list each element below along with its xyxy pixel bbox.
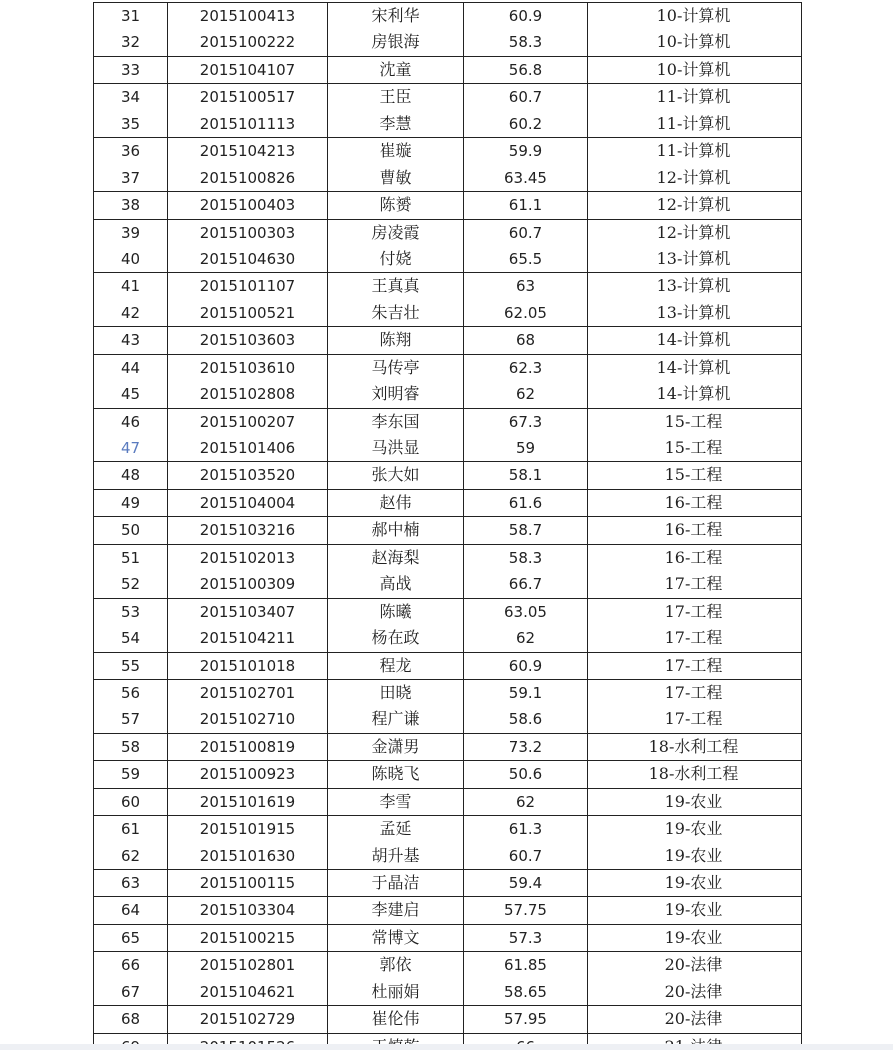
table-row (94, 191, 801, 218)
row-number-cell: 37 (94, 165, 168, 191)
table-row (94, 111, 801, 137)
group-label-cell: 17-工程 (664, 574, 723, 594)
table-row (94, 843, 801, 869)
table-row (94, 924, 801, 951)
student-name-cell: 赵海梨 (328, 545, 464, 571)
score-cell: 66.7 (464, 571, 588, 597)
table-row (94, 354, 801, 381)
student-name-cell: 付娆 (328, 246, 464, 272)
student-id-cell: 2015100521 (168, 300, 328, 326)
row-number-cell: 46 (94, 409, 168, 435)
table-row (94, 326, 801, 353)
table-row (94, 246, 801, 272)
student-id-cell: 2015102808 (168, 381, 328, 407)
table-row (94, 733, 801, 760)
student-id-cell: 2015100303 (168, 220, 328, 246)
group-label-cell: 12-计算机 (656, 222, 731, 242)
student-id-cell: 2015104211 (168, 625, 328, 651)
group-label-cell: 11-计算机 (656, 113, 731, 133)
score-cell: 59 (464, 435, 588, 461)
student-id-cell: 2015100923 (168, 761, 328, 787)
student-id-cell: 2015100222 (168, 29, 328, 55)
student-name-cell: 崔伦伟 (328, 1006, 464, 1032)
row-number-cell: 47 (94, 435, 168, 461)
student-name-cell: 宋利华 (328, 3, 464, 29)
score-cell: 60.9 (464, 653, 588, 679)
row-number-cell: 31 (94, 3, 168, 29)
row-number-cell: 53 (94, 599, 168, 625)
row-number-cell: 63 (94, 870, 168, 896)
student-name-cell: 马洪显 (328, 435, 464, 461)
row-number-cell: 41 (94, 273, 168, 299)
student-name-cell: 郝中楠 (328, 517, 464, 543)
score-cell: 58.7 (464, 517, 588, 543)
score-cell: 60.7 (464, 220, 588, 246)
student-name-cell: 曹敏 (328, 165, 464, 191)
student-id-cell: 2015101915 (168, 816, 328, 842)
student-id-cell: 2015102701 (168, 680, 328, 706)
group-label-cell: 16-工程 (664, 547, 723, 567)
group-label-cell: 19-农业 (664, 873, 723, 892)
group-label-cell: 14-计算机 (656, 384, 731, 404)
score-cell: 63.45 (464, 165, 588, 191)
group-label-cell: 20-法律 (664, 981, 723, 1001)
score-cell: 60.7 (464, 843, 588, 869)
row-number-cell: 42 (94, 300, 168, 326)
group-label-cell: 17-工程 (664, 628, 723, 648)
group-label-cell: 19-农业 (664, 927, 723, 947)
score-cell: 63 (464, 273, 588, 299)
table-row (94, 760, 801, 787)
row-number-cell: 39 (94, 220, 168, 246)
score-cell: 73.2 (464, 734, 588, 760)
table-row (94, 381, 801, 407)
row-number-cell: 51 (94, 545, 168, 571)
student-name-cell: 李慧 (328, 111, 464, 137)
score-cell: 60.9 (464, 3, 588, 29)
group-label-cell: 19-农业 (664, 845, 723, 865)
row-number-cell: 49 (94, 490, 168, 516)
table-row (94, 83, 801, 110)
row-number-cell: 50 (94, 517, 168, 543)
table-row (94, 652, 801, 679)
student-name-cell: 王臣 (328, 84, 464, 110)
score-cell: 57.75 (464, 897, 588, 923)
group-label-cell: 13-计算机 (656, 248, 731, 268)
table-row (94, 165, 801, 191)
group-label-cell: 12-计算机 (656, 195, 731, 215)
student-name-cell: 于晶洁 (328, 870, 464, 896)
group-label-cell: 18-水利工程 (648, 764, 739, 784)
row-number-cell: 56 (94, 680, 168, 706)
student-name-cell: 李东国 (328, 409, 464, 435)
row-number-cell: 38 (94, 192, 168, 218)
table-row (94, 2, 801, 29)
table-row (94, 489, 801, 516)
student-id-cell: 2015103603 (168, 327, 328, 353)
student-id-cell: 2015104621 (168, 979, 328, 1005)
row-number-cell: 62 (94, 843, 168, 869)
group-label-cell: 18-水利工程 (648, 736, 739, 756)
student-id-cell: 2015100215 (168, 925, 328, 951)
table-row (94, 544, 801, 571)
table-row (94, 516, 801, 543)
student-id-cell: 2015100819 (168, 734, 328, 760)
score-cell: 60.7 (464, 84, 588, 110)
score-cell: 59.1 (464, 680, 588, 706)
row-number-cell: 55 (94, 653, 168, 679)
table-row (94, 815, 801, 842)
student-id-cell: 2015103520 (168, 462, 328, 488)
table-row (94, 272, 801, 299)
group-label-cell: 15-工程 (664, 465, 723, 485)
score-cell: 62 (464, 789, 588, 815)
row-number-cell: 66 (94, 952, 168, 978)
row-number-cell: 36 (94, 138, 168, 164)
group-label-cell: 11-计算机 (656, 87, 731, 107)
table-row (94, 56, 801, 83)
student-id-cell: 2015101018 (168, 653, 328, 679)
student-name-cell: 郭依 (328, 952, 464, 978)
student-id-cell: 2015100413 (168, 3, 328, 29)
student-name-cell: 高战 (328, 571, 464, 597)
score-cell: 61.3 (464, 816, 588, 842)
table-row (94, 598, 801, 625)
group-label-cell: 12-计算机 (656, 167, 731, 187)
student-name-cell: 朱吉壮 (328, 300, 464, 326)
student-name-cell: 李雪 (328, 789, 464, 815)
group-label-cell: 15-工程 (664, 411, 723, 431)
score-cell: 61.6 (464, 490, 588, 516)
group-label-cell: 19-农业 (664, 819, 723, 839)
score-cell: 60.2 (464, 111, 588, 137)
student-id-cell: 2015104630 (168, 246, 328, 272)
score-cell: 58.6 (464, 706, 588, 732)
row-number-cell: 44 (94, 355, 168, 381)
group-label-cell: 16-工程 (664, 492, 723, 512)
group-label-cell: 11-计算机 (656, 141, 731, 161)
group-label-cell: 20-法律 (664, 1009, 723, 1029)
score-cell: 50.6 (464, 761, 588, 787)
table-row (94, 869, 801, 896)
student-name-cell: 程龙 (328, 653, 464, 679)
table-row (94, 137, 801, 164)
student-id-cell: 2015102729 (168, 1006, 328, 1032)
table-row (94, 679, 801, 706)
row-number-cell: 59 (94, 761, 168, 787)
student-name-cell: 陈曦 (328, 599, 464, 625)
student-id-cell: 2015100207 (168, 409, 328, 435)
group-label-cell: 13-计算机 (656, 276, 731, 296)
row-number-cell: 35 (94, 111, 168, 137)
score-cell: 61.1 (464, 192, 588, 218)
score-cell: 68 (464, 327, 588, 353)
score-cell: 59.9 (464, 138, 588, 164)
group-label-cell: 13-计算机 (656, 302, 731, 322)
row-number-cell: 45 (94, 381, 168, 407)
row-number-cell: 60 (94, 789, 168, 815)
group-label-cell: 17-工程 (664, 682, 723, 702)
student-name-cell: 陈翔 (328, 327, 464, 353)
row-number-cell: 40 (94, 246, 168, 272)
student-id-cell: 2015100517 (168, 84, 328, 110)
table-row (94, 951, 801, 978)
student-name-cell: 刘明睿 (328, 381, 464, 407)
table-row (94, 300, 801, 326)
student-name-cell: 金潇男 (328, 734, 464, 760)
group-label-cell: 17-工程 (664, 601, 723, 621)
student-id-cell: 2015104107 (168, 57, 328, 83)
student-name-cell: 房银海 (328, 29, 464, 55)
student-name-cell: 陈晓飞 (328, 761, 464, 787)
score-cell: 67.3 (464, 409, 588, 435)
table-row (94, 1005, 801, 1032)
group-label-cell: 20-法律 (664, 955, 723, 975)
score-cell: 63.05 (464, 599, 588, 625)
student-id-cell: 2015103407 (168, 599, 328, 625)
table-row (94, 896, 801, 923)
student-name-cell: 常博文 (328, 925, 464, 951)
score-cell: 65.5 (464, 246, 588, 272)
group-label-cell: 15-工程 (664, 438, 723, 457)
student-id-cell: 2015103216 (168, 517, 328, 543)
student-id-cell: 2015100309 (168, 571, 328, 597)
student-name-cell: 赵伟 (328, 490, 464, 516)
student-name-cell: 沈童 (328, 57, 464, 83)
row-number-cell: 34 (94, 84, 168, 110)
row-number-cell: 52 (94, 571, 168, 597)
student-name-cell: 王真真 (328, 273, 464, 299)
student-name-cell: 李建启 (328, 897, 464, 923)
table-row (94, 219, 801, 246)
row-number-cell: 33 (94, 57, 168, 83)
group-label-cell: 16-工程 (664, 520, 723, 540)
score-cell: 59.4 (464, 870, 588, 896)
student-name-cell: 田晓 (328, 680, 464, 706)
student-name-cell: 马传亭 (328, 355, 464, 381)
table-row (94, 706, 801, 732)
score-cell: 58.3 (464, 545, 588, 571)
row-number-cell: 43 (94, 327, 168, 353)
group-label-cell: 17-工程 (664, 709, 723, 729)
student-id-cell: 2015103610 (168, 355, 328, 381)
student-name-cell: 孟延 (328, 816, 464, 842)
student-id-cell: 2015101107 (168, 273, 328, 299)
student-id-cell: 2015101406 (168, 435, 328, 461)
student-name-cell: 胡升基 (328, 843, 464, 869)
row-number-cell: 68 (94, 1006, 168, 1032)
score-cell: 57.3 (464, 925, 588, 951)
table-row (94, 435, 801, 461)
student-id-cell: 2015103304 (168, 897, 328, 923)
table-row (94, 979, 801, 1005)
score-cell: 57.95 (464, 1006, 588, 1032)
table-row (94, 571, 801, 597)
row-number-cell: 64 (94, 897, 168, 923)
row-number-cell: 67 (94, 979, 168, 1005)
row-number-cell: 65 (94, 925, 168, 951)
student-id-cell: 2015104004 (168, 490, 328, 516)
group-label-cell: 19-农业 (664, 791, 723, 811)
student-id-cell: 2015104213 (168, 138, 328, 164)
row-number-cell: 32 (94, 29, 168, 55)
student-name-cell: 程广谦 (328, 706, 464, 732)
group-label-cell: 17-工程 (664, 655, 723, 675)
table-row (94, 625, 801, 651)
score-cell: 58.3 (464, 29, 588, 55)
row-number-cell: 54 (94, 625, 168, 651)
bottom-scroll-band (0, 1044, 893, 1050)
student-name-cell: 陈赟 (328, 192, 464, 218)
row-number-cell: 48 (94, 462, 168, 488)
score-cell: 62.3 (464, 355, 588, 381)
student-id-cell: 2015100403 (168, 192, 328, 218)
student-name-cell: 杨在政 (328, 625, 464, 651)
student-id-cell: 2015100826 (168, 165, 328, 191)
student-name-cell: 崔璇 (328, 138, 464, 164)
student-name-cell: 房凌霞 (328, 220, 464, 246)
table-row (94, 29, 801, 55)
score-cell: 62 (464, 381, 588, 407)
group-label-cell: 14-计算机 (656, 357, 731, 377)
score-cell: 58.65 (464, 979, 588, 1005)
row-number-cell: 58 (94, 734, 168, 760)
score-cell: 62.05 (464, 300, 588, 326)
group-label-cell: 19-农业 (664, 900, 723, 920)
row-number-cell: 57 (94, 706, 168, 732)
student-id-cell: 2015102801 (168, 952, 328, 978)
score-cell: 56.8 (464, 57, 588, 83)
score-cell: 58.1 (464, 462, 588, 488)
student-id-cell: 2015102710 (168, 706, 328, 732)
score-table (93, 2, 802, 1050)
table-row (94, 788, 801, 815)
student-id-cell: 2015100115 (168, 870, 328, 896)
student-id-cell: 2015101619 (168, 789, 328, 815)
student-id-cell: 2015102013 (168, 545, 328, 571)
group-label-cell: 10-计算机 (656, 6, 731, 25)
student-name-cell: 杜丽娟 (328, 979, 464, 1005)
student-id-cell: 2015101630 (168, 843, 328, 869)
student-name-cell: 张大如 (328, 462, 464, 488)
group-label-cell: 10-计算机 (656, 59, 731, 79)
row-number-cell: 61 (94, 816, 168, 842)
table-row (94, 408, 801, 435)
table-row (94, 461, 801, 488)
group-label-cell: 10-计算机 (656, 32, 731, 52)
score-cell: 62 (464, 625, 588, 651)
group-label-cell: 14-计算机 (656, 330, 731, 350)
student-id-cell: 2015101113 (168, 111, 328, 137)
score-cell: 61.85 (464, 952, 588, 978)
